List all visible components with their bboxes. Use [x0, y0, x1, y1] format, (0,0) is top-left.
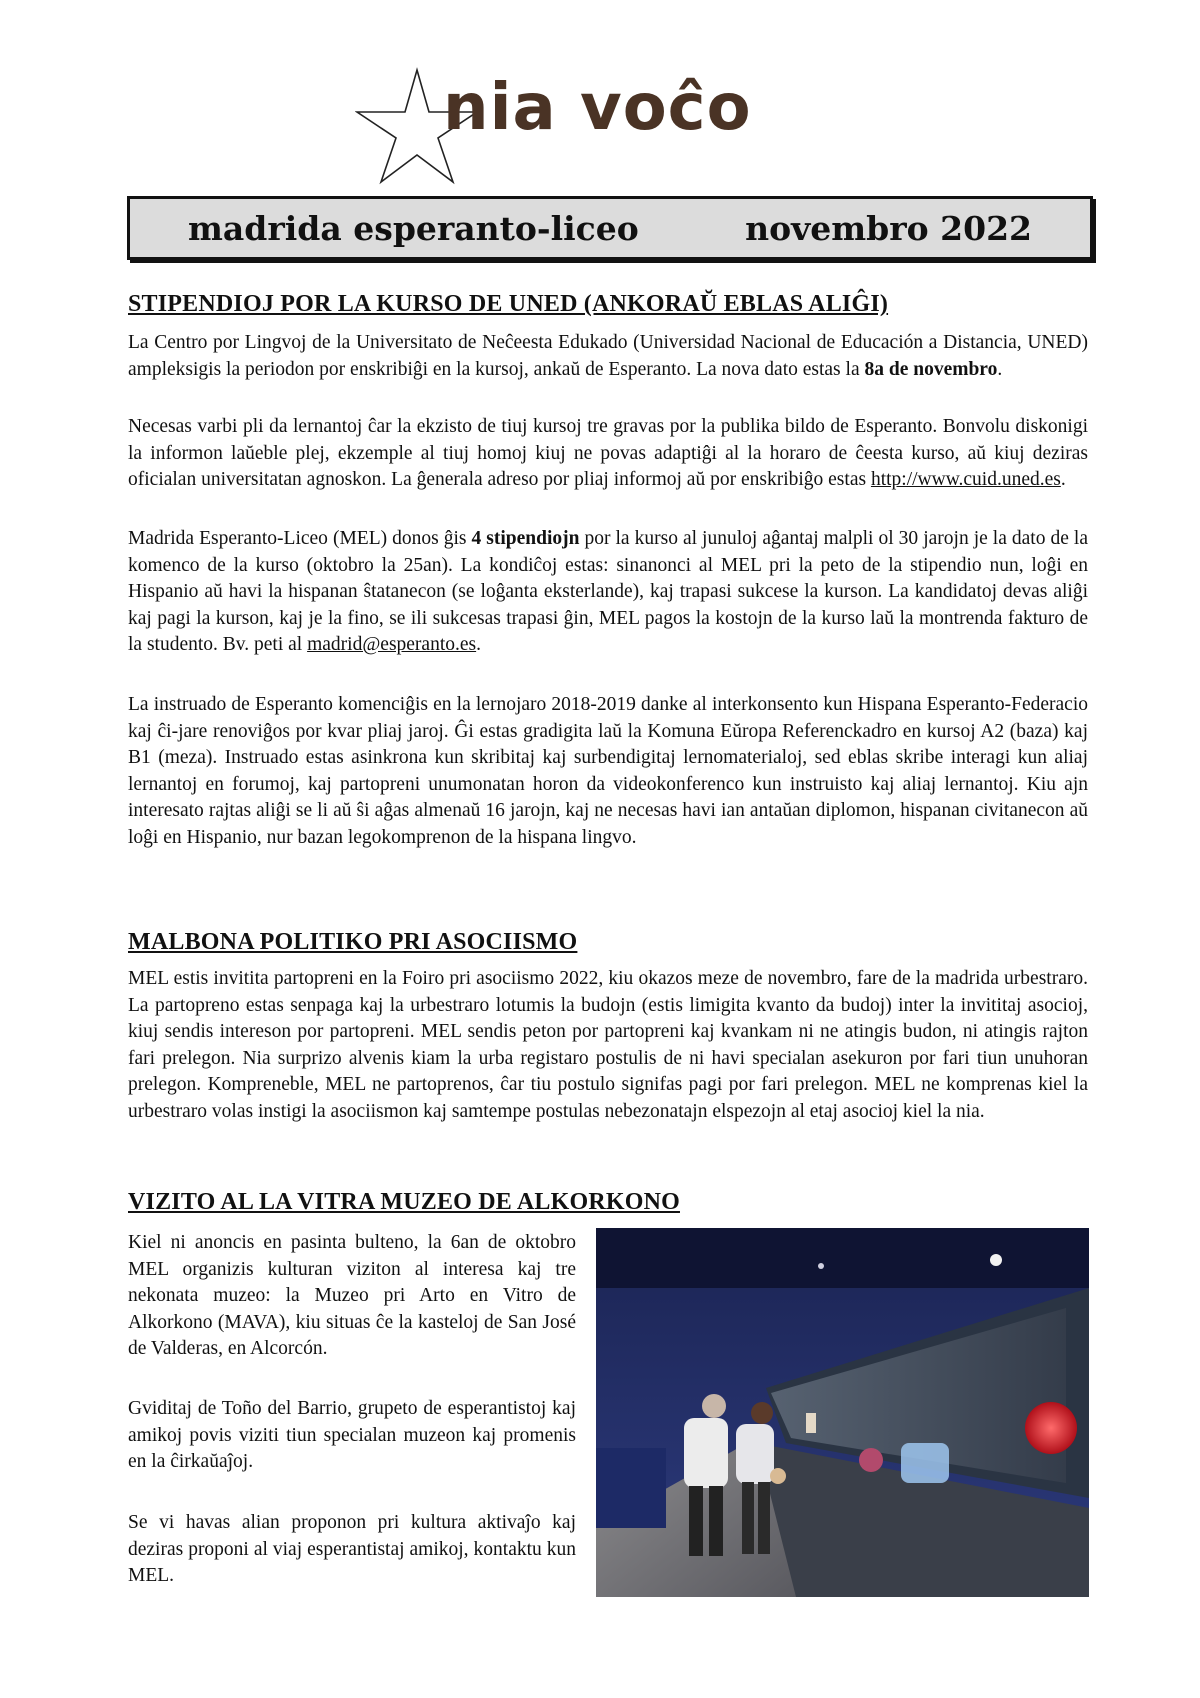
section-heading-museum-visit: VIZITO AL LA VITRA MUZEO DE ALKORKONO: [128, 1189, 680, 1215]
scholarship-count: 4 stipendiojn: [471, 528, 580, 549]
paragraph-scholarship-conditions: [128, 526, 1088, 659]
paragraph-museum-guided: Gviditaj de Toño del Barrio, grupeto de esperantistoj kaj amikoj povis viziti tiun specialan muzeon kaj promenis en la ĉirkaŭaĵoj.: [128, 1398, 576, 1473]
paragraph-recruit-students: [128, 414, 1088, 494]
masthead: [355, 58, 775, 188]
paragraph-associations: MEL estis invitita partopreni en la Foiro pri asociismo 2022, kiu okazos meze de novembro, fare de la madrida urbestraro. La partopreno estas senpaga kaj la urbestraro lotumis la budojn (estis limigita kvanto da budoj) inter la invititaj asocioj, kiuj sendis intereson por partopreni. MEL sendis peton por partopreni kaj kvankam ni ne atingis budon, ni atingis rajton fari prelegon. Nia surprizo alvenis kiam la urba registaro postulis de ni havi specialan asekuron por fari tiun unuhoran prelegon. Kompreneble, MEL ne partoprenos, ĉar tiu postulo signifas pagi por fari prelegon. MEL ne komprenas kiel la urbestraro volas instigi la asociismon kaj samtempe postulas nebezonatajn elspezojn al etaj asocioj kiel la nia.: [128, 968, 1088, 1122]
paragraph-scholarships-deadline: [128, 330, 1088, 383]
paragraph-text: .: [997, 358, 1003, 380]
deadline-date: 8a de novembro: [864, 358, 998, 380]
paragraph-text: por la kurso al junuloj aĝantaj malpli ol 30 jarojn je la dato de la komenco de la kurso (oktobro la 25an). La kondiĉoj estas: sinanonci al MEL pri la peto de la stipendio nun, loĝi en Hispanio aŭ havi la hispanan ŝtatanecon (se loĝanta eksterlande), kaj trapasi sukcese la kurson. La kandidatoj devas aliĝi kaj pagi la kurson, kaj je la fino, se ili sukcesas trapasi ĝin, MEL pagos la kostojn de la kurso laŭ la montrenda fakturo de la studento. Bv. peti al: [128, 528, 1088, 656]
paragraph-course-info: La instruado de Esperanto komenciĝis en la lernojaro 2018-2019 danke al interkonsento kun Hispana Esperanto-Federacio kaj ĉi-jare renoviĝos por kvar pliaj jaroj. Ĝi estas gradigita laŭ la Komuna Eŭropa Referenckadro en kursoj A2 (baza) kaj B1 (meza). Instruado estas asinkrona kun skribitaj kaj surbendigitaj lernomaterialoj, sed eblas skribe interagi kun aliaj lernantoj en forumoj, kaj partopreni unumonatan horon da videokonferenco kun instruisto kaj aliaj lernantoj. Kiu ajn interesato rajtas aliĝi se li aŭ ŝi aĝas almenaŭ 16 jarojn, kaj ne necesas havi ian antaŭan diplomon, hispanan civitanecon aŭ loĝi en Hispanio, nur bazan legokomprenon de la hispana lingvo.: [128, 694, 1088, 848]
section-heading-associations: MALBONA POLITIKO PRI ASOCIISMO: [128, 929, 578, 955]
issue-date: novembro 2022: [745, 209, 1032, 248]
newsletter-logo-title: nia voĉo: [443, 71, 752, 145]
paragraph-museum-intro: Kiel ni anoncis en pasinta bulteno, la 6an de oktobro MEL organizis kulturan viziton al interesa kaj tre nekonata muzeo: la Muzeo pri Arto en Vitro de Alkorkono (MAVA), kiu situas ĉe la kasteloj de San José de Valderas, en Alcorcón.: [128, 1232, 576, 1360]
paragraph-text: .: [476, 634, 481, 656]
uned-link[interactable]: http://www.cuid.uned.es: [870, 469, 1061, 491]
paragraph-text: Necesas varbi pli da lernantoj ĉar la ekzisto de tiuj kursoj tre gravas por la publika bildo de Esperanto. Bonvolu diskonigi la informon laŭeble plej, ekzemple al tiuj homoj kiuj ne povas adaptiĝi al la horaro de ĉeesta kurso, aŭ kiuj deziras oficialan universitatan agnoskon. La ĝenerala adreso por pliaj informoj aŭ por enskribiĝo estas: [128, 416, 1088, 491]
section-heading-scholarships: STIPENDIOJ POR LA KURSO DE UNED (ANKORAŬ EBLAS ALIĜI): [128, 291, 889, 317]
publisher-name: madrida esperanto-liceo: [188, 209, 639, 248]
paragraph-museum-contact: Se vi havas alian proponon pri kultura aktivaĵo kaj deziras proponi al viaj esperantistaj amikoj, kontaktu kun MEL.: [128, 1512, 576, 1587]
email-link[interactable]: madrid@esperanto.es: [307, 634, 477, 656]
paragraph-text: .: [1060, 469, 1066, 491]
paragraph-text: La Centro por Lingvoj de la Universitato de Neĉeesta Edukado (Universidad Nacional de Educación a Distancia, UNED) ampleksigis la periodon por enskribiĝi en la kursoj, ankaŭ de Esperanto. La nova dato estas la: [128, 332, 1088, 380]
header-banner: [127, 196, 1093, 260]
museum-photo: [596, 1228, 1089, 1597]
paragraph-text: Madrida Esperanto-Liceo (MEL) donos ĝis: [128, 528, 472, 549]
